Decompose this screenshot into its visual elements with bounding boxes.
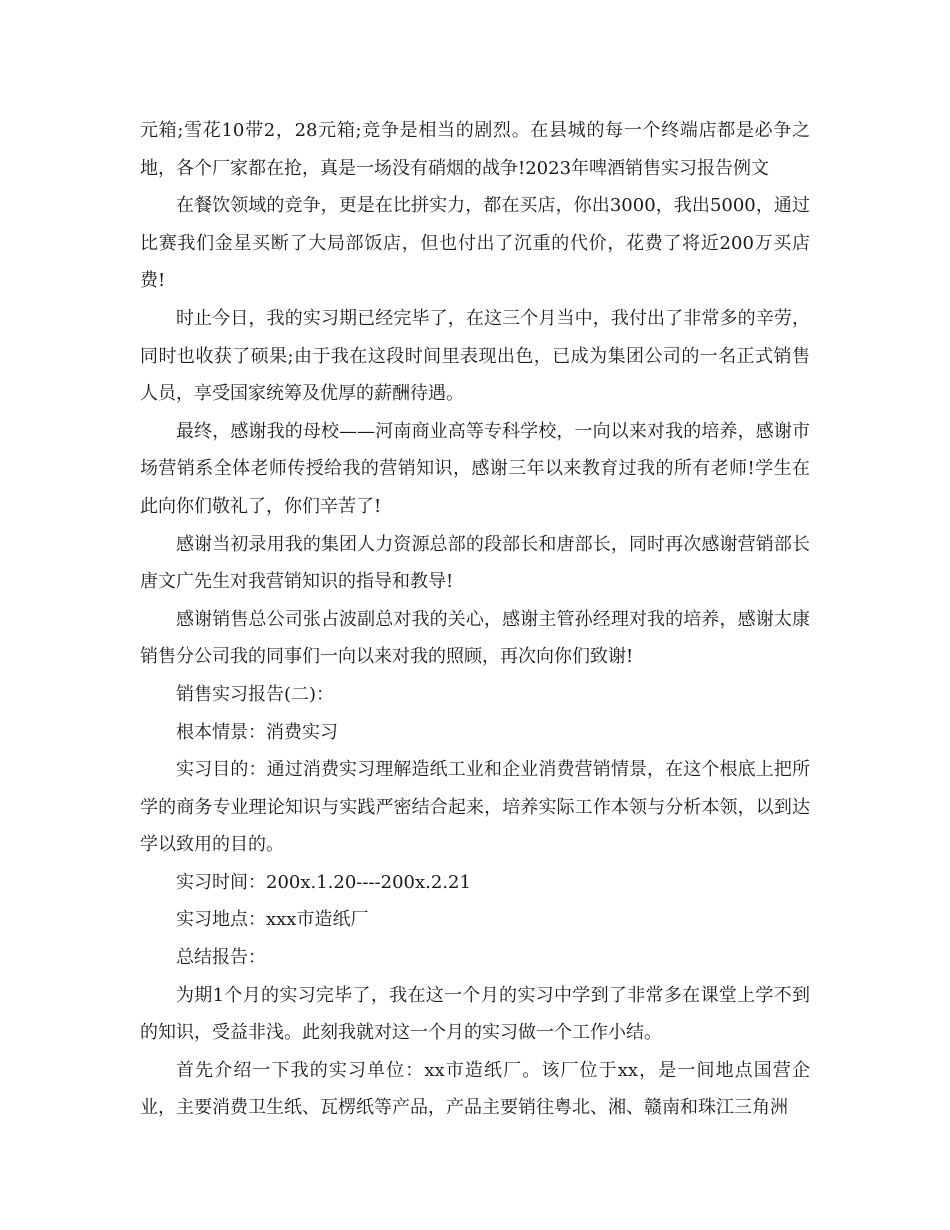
paragraph: 首先介绍一下我的实习单位：xx市造纸厂。该厂位于xx，是一间地点国营企业，主要消费卫生纸、瓦楞纸等产品，产品主要销往粤北、湘、赣南和珠江三角洲 <box>140 1059 810 1119</box>
info-line-location: 实习地点：xxx市造纸厂 <box>176 909 369 931</box>
info-line-time: 实习时间：200x.1.20----200x.2.21 <box>176 871 471 893</box>
paragraph: 最终，感谢我的母校——河南商业高等专科学校，一向以来对我的培养，感谢市场营销系全体老师传授给我的营销知识，感谢三年以来教育过我的所有老师!学生在此向你们敬礼了，你们辛苦了! <box>140 420 810 517</box>
summary-heading: 总结报告： <box>176 947 266 969</box>
paragraph: 在餐饮领域的竞争，更是在比拼实力，都在买店，你出3000，我出5000，通过比赛我们金星买断了大局部饭店，但也付出了沉重的代价，花费了将近200万买店费! <box>140 195 810 292</box>
paragraph: 元箱;雪花10带2，28元箱;竞争是相当的剧烈。在县城的每一个终端店都是必争之地，各个厂家都在抢，真是一场没有硝烟的战争!2023年啤酒销售实习报告例文 <box>140 120 810 179</box>
section-heading: 销售实习报告(二)： <box>176 683 335 705</box>
paragraph: 感谢销售总公司张占波副总对我的关心，感谢主管孙经理对我的培养，感谢太康销售分公司我的同事们一向以来对我的照顾，再次向你们致谢! <box>140 608 810 668</box>
paragraph: 感谢当初录用我的集团人力资源总部的段部长和唐部长，同时再次感谢营销部长唐文广先生对我营销知识的指导和教导! <box>140 533 810 593</box>
info-line-basic: 根本情景：消费实习 <box>176 721 338 743</box>
paragraph: 时止今日，我的实习期已经完毕了，在这三个月当中，我付出了非常多的辛劳，同时也收获了硕果;由于我在这段时间里表现出色，已成为集团公司的一名正式销售人员，享受国家统筹及优厚的薪酬待遇。 <box>140 307 810 405</box>
document-body <box>140 112 810 1127</box>
paragraph: 为期1个月的实习完毕了，我在这一个月的实习中学到了非常多在课堂上学不到的知识，受益非浅。此刻我就对这一个月的实习做一个工作小结。 <box>140 984 810 1044</box>
info-line-purpose: 实习目的：通过消费实习理解造纸工业和企业消费营销情景，在这个根底上把所学的商务专业理论知识与实践严密结合起来，培养实际工作本领与分析本领，以到达学以致用的目的。 <box>140 759 810 856</box>
